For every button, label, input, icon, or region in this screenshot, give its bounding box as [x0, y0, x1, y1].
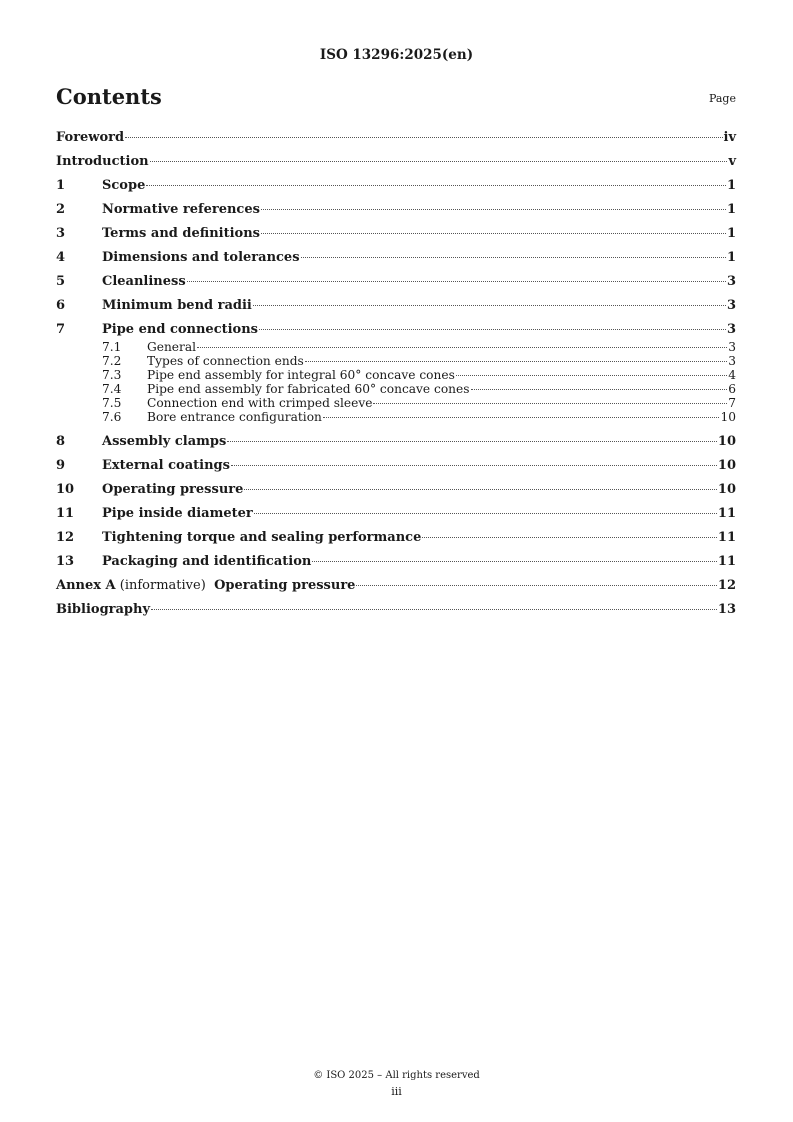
- toc-subentry-7-6[interactable]: [56, 410, 736, 424]
- toc-entry-page: 10: [717, 458, 736, 473]
- toc-entry-11[interactable]: [56, 504, 736, 528]
- dot-leader: [261, 233, 726, 234]
- toc-entry-title: Foreword: [56, 130, 125, 145]
- toc-entry-foreword[interactable]: [56, 128, 736, 152]
- toc-entry-number: 2: [56, 202, 66, 217]
- dot-leader: [422, 537, 717, 538]
- dot-leader: [151, 609, 717, 610]
- toc-entry-number: 12: [56, 530, 75, 545]
- page-column-label: Page: [708, 92, 736, 105]
- toc-subentry-7-2[interactable]: [56, 354, 736, 368]
- toc-entry-page: 10: [717, 434, 736, 449]
- dot-leader: [227, 441, 717, 442]
- toc-entry-page: 1: [726, 250, 736, 265]
- dot-leader: [373, 403, 727, 404]
- toc-entry-title: Introduction: [56, 154, 149, 169]
- toc-entry-title: Operating pressure: [102, 482, 244, 497]
- toc-entry-title: External coatings: [102, 458, 230, 473]
- toc-entry-title: Pipe end connections: [102, 322, 258, 337]
- toc-entry-number: 7.2: [102, 354, 122, 368]
- toc-entry-bibliography[interactable]: [56, 600, 736, 624]
- toc-entry-page: 6: [728, 382, 736, 396]
- toc-entry-number: 5: [56, 274, 66, 289]
- dot-leader: [356, 585, 716, 586]
- dot-leader: [150, 161, 728, 162]
- page-number: iii: [391, 1085, 402, 1098]
- toc-entry-page: 7: [728, 396, 736, 410]
- toc-entry-number: 7.6: [102, 410, 122, 424]
- toc-entry-title: Minimum bend radii: [102, 298, 252, 313]
- dot-leader: [187, 281, 726, 282]
- toc-entry-page: 1: [726, 178, 736, 193]
- toc-entry-page: 11: [717, 506, 736, 521]
- toc-entry-number: 11: [56, 506, 75, 521]
- dot-leader: [456, 375, 727, 376]
- toc-entry-title: Tightening torque and sealing performance: [102, 530, 422, 545]
- toc-entry-number: 9: [56, 458, 66, 473]
- toc-entry-number: 13: [56, 554, 75, 569]
- dot-leader: [305, 361, 727, 362]
- toc-entry-number: 3: [56, 226, 66, 241]
- toc-entry-2[interactable]: [56, 200, 736, 224]
- toc-entry-page: 1: [726, 202, 736, 217]
- toc-entry-title: Normative references: [102, 202, 260, 217]
- toc-entry-title: Assembly clamps: [102, 434, 227, 449]
- toc-entry-title: General: [147, 340, 196, 354]
- dot-leader: [244, 489, 717, 490]
- toc-entry-page: 3: [726, 322, 736, 337]
- dot-leader: [146, 185, 726, 186]
- toc-entry-annex-type: (informative): [119, 578, 206, 593]
- toc-entry-1[interactable]: [56, 176, 736, 200]
- toc-entry-number: 7: [56, 322, 66, 337]
- toc-entry-title: Scope: [102, 178, 146, 193]
- dot-leader: [261, 209, 726, 210]
- toc-entry-title: Bore entrance configuration: [147, 410, 322, 424]
- toc-entry-10[interactable]: [56, 480, 736, 504]
- toc-entry-number: 6: [56, 298, 66, 313]
- toc-entry-title: Connection end with crimped sleeve: [147, 396, 373, 410]
- copyright-notice: © ISO 2025 – All rights reserved: [313, 1070, 480, 1081]
- toc-entry-6[interactable]: [56, 296, 736, 320]
- toc-entry-page: 4: [728, 368, 736, 382]
- dot-leader: [253, 305, 726, 306]
- toc-subentry-7-4[interactable]: [56, 382, 736, 396]
- dot-leader: [312, 561, 717, 562]
- toc-entry-9[interactable]: [56, 456, 736, 480]
- dot-leader: [259, 329, 726, 330]
- toc-entry-title: Packaging and identification: [102, 554, 312, 569]
- toc-subentry-7-5[interactable]: [56, 396, 736, 410]
- dot-leader: [254, 513, 717, 514]
- toc-entry-number: 7.5: [102, 396, 122, 410]
- toc-entry-title: Types of connection ends: [147, 354, 304, 368]
- toc-entry-number: 7.1: [102, 340, 122, 354]
- dot-leader: [197, 347, 727, 348]
- toc-entry-13[interactable]: [56, 552, 736, 576]
- toc-entry-page: 10: [717, 482, 736, 497]
- dot-leader: [323, 417, 720, 418]
- toc-subentry-7-3[interactable]: [56, 368, 736, 382]
- toc-entry-8[interactable]: [56, 432, 736, 456]
- toc-entry-page: 1: [726, 226, 736, 241]
- dot-leader: [471, 389, 728, 390]
- toc-entry-title: Operating pressure: [214, 578, 356, 593]
- toc-entry-page: 3: [728, 340, 736, 354]
- toc-entry-title: Pipe inside diameter: [102, 506, 253, 521]
- document-id: ISO 13296:2025(en): [319, 47, 474, 63]
- toc-entry-page: v: [728, 154, 736, 169]
- toc-entry-title: Cleanliness: [102, 274, 186, 289]
- toc-entry-title: Pipe end assembly for integral 60° concave cones: [147, 368, 455, 382]
- toc-entry-7[interactable]: [56, 320, 736, 340]
- toc-entry-page: 11: [717, 554, 736, 569]
- toc-entry-page: 3: [726, 298, 736, 313]
- toc-entry-page: iv: [723, 130, 736, 145]
- toc-subentry-7-1[interactable]: [56, 340, 736, 354]
- dot-leader: [125, 137, 722, 138]
- toc-entry-page: 3: [726, 274, 736, 289]
- toc-entry-number: 8: [56, 434, 66, 449]
- toc-entry-title: Dimensions and tolerances: [102, 250, 300, 265]
- toc-entry-title: Terms and definitions: [102, 226, 260, 241]
- contents-heading: Contents: [56, 84, 162, 109]
- toc-entry-4[interactable]: [56, 248, 736, 272]
- toc-entry-title: Pipe end assembly for fabricated 60° concave cones: [147, 382, 470, 396]
- toc-entry-title: Bibliography: [56, 602, 151, 617]
- toc-entry-5[interactable]: [56, 272, 736, 296]
- toc-entry-page: 11: [717, 530, 736, 545]
- toc-entry-number: 4: [56, 250, 66, 265]
- toc-entry-number: 10: [56, 482, 75, 497]
- dot-leader: [231, 465, 717, 466]
- page-footer: [0, 1068, 793, 1100]
- toc-entry-page: 12: [717, 578, 736, 593]
- toc-entry-page: 3: [728, 354, 736, 368]
- toc-entry-number: 7.3: [102, 368, 122, 382]
- toc-entry-3[interactable]: [56, 224, 736, 248]
- table-of-contents: [56, 128, 736, 624]
- toc-entry-introduction[interactable]: [56, 152, 736, 176]
- toc-entry-page: 13: [717, 602, 736, 617]
- toc-entry-number: 7.4: [102, 382, 122, 396]
- toc-entry-page: 10: [720, 410, 736, 424]
- toc-entry-12[interactable]: [56, 528, 736, 552]
- toc-entry-title-prefix: Annex A: [56, 578, 116, 593]
- toc-entry-annex-a[interactable]: [56, 576, 736, 600]
- dot-leader: [301, 257, 726, 258]
- toc-entry-number: 1: [56, 178, 66, 193]
